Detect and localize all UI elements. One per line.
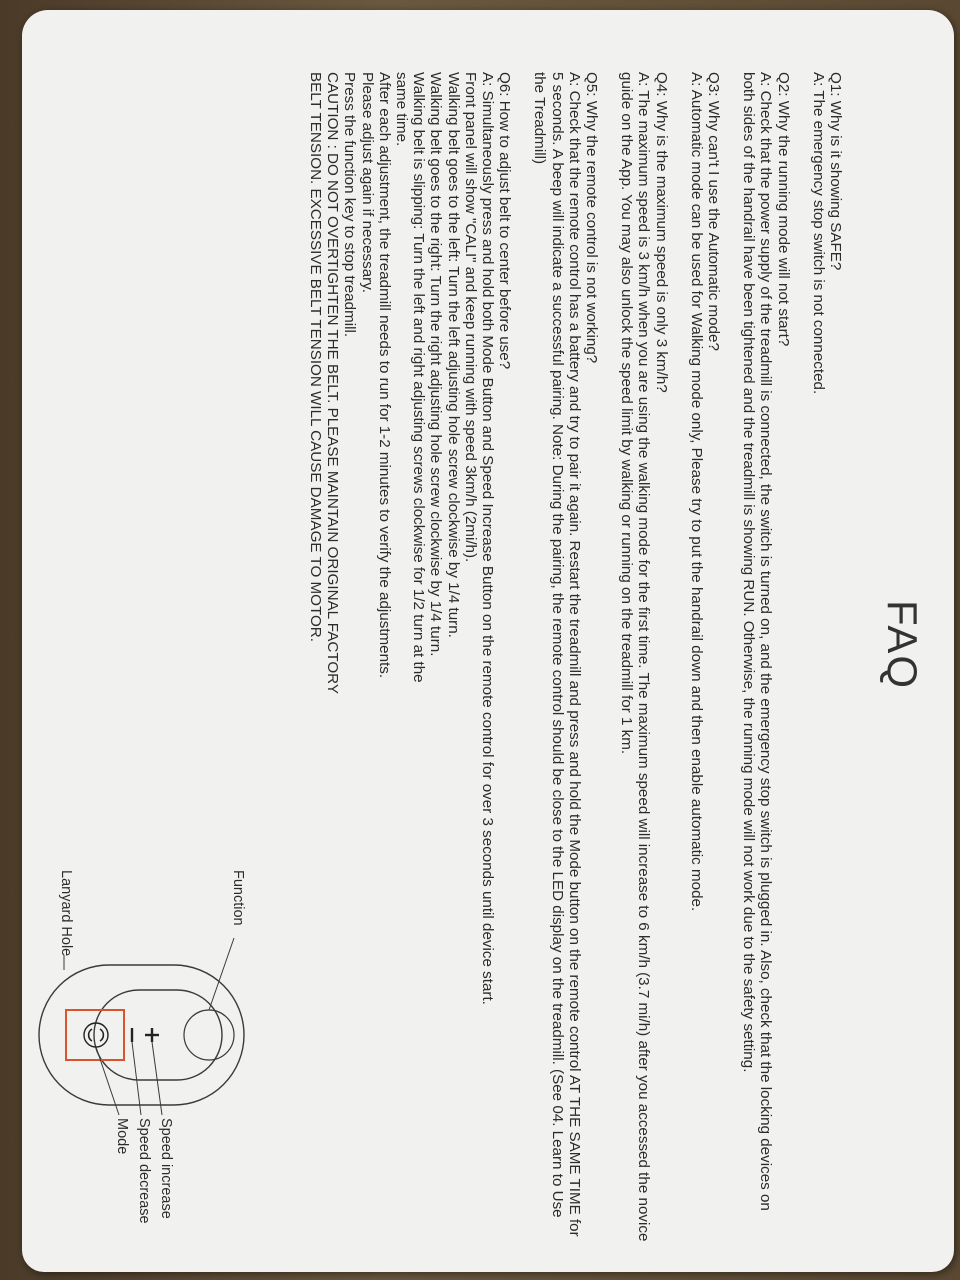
function-button — [184, 1010, 234, 1060]
faq-answer: A: The maximum speed is 3 km/h when you are using the walking mode for the first time. The maximum speed will increase to 6 km/h (3.7 mi/h) after you accessed the novice guide on the App. You may also unlock the speed limit by walking or running on the treadmill for 1 km. — [618, 72, 653, 1242]
faq-body — [289, 72, 844, 1242]
leader-line — [152, 1042, 162, 1115]
faq-answer-line: Walking belt goes to the right: Turn the right adjusting hole screw clockwise by 1/4 turn. — [427, 72, 445, 657]
faq-answer-line: Front panel will show "CALI" and keep running with speed 3km/h (2mi/h). — [461, 72, 479, 563]
refresh-icon — [89, 1029, 92, 1041]
leader-line — [209, 938, 234, 1010]
faq-item-q3 — [688, 72, 722, 1242]
speed-increase-label: Speed increase — [158, 1118, 174, 1219]
mode-icon — [84, 1023, 108, 1047]
faq-answer: A: The emergency stop switch is not connected. — [809, 72, 827, 395]
speed-decrease-label: Speed decrease — [136, 1118, 152, 1224]
function-label: Function — [230, 870, 246, 926]
faq-question: Q3: Why can't I use the Automatic mode? — [704, 72, 722, 351]
faq-question: Q5: Why the remote control is not working? — [582, 72, 600, 364]
faq-answer-line: Please adjust again if necessary. — [358, 72, 376, 293]
remote-outline — [39, 965, 244, 1105]
faq-answer-line: same time. — [392, 72, 410, 147]
leader-line — [132, 1042, 141, 1115]
faq-item-q4 — [618, 72, 670, 1242]
mode-highlight-box — [66, 1010, 124, 1060]
faq-question: Q6: How to adjust belt to center before use? — [496, 72, 514, 370]
faq-item-q6 — [307, 72, 513, 1242]
faq-answer-line: After each adjustment, the treadmill needs to run for 1-2 minutes to verify the adjustments. — [375, 72, 393, 679]
faq-question: Q2: Why the running mode will not start? — [774, 72, 792, 347]
faq-answer-line: Walking belt is slipping: Turn the left and right adjusting screws clockwise for 1/2 turn at the — [410, 72, 428, 683]
page-title: FAQ — [879, 600, 926, 691]
faq-answer-line: Press the function key to stop treadmill. — [341, 72, 359, 338]
faq-question: Q4: Why is the maximum speed is only 3 km/h? — [652, 72, 670, 393]
caution-line: CAUTION : DO NOT OVERTIGHTEN THE BELT. PLEASE MAINTAIN ORIGINAL FACTORY — [324, 72, 342, 694]
refresh-icon — [100, 1029, 103, 1041]
caution-line: BELT TENSION. EXCESSIVE BELT TENSION WILL CAUSE DAMAGE TO MOTOR. — [306, 72, 324, 642]
remote-diagram — [24, 870, 254, 1270]
faq-answer-line: Walking belt goes to the left: Turn the left adjusting hole screw clockwise by 1/4 turn. — [444, 72, 462, 638]
faq-page — [22, 10, 954, 1272]
faq-question: Q1: Why is it showing SAFE? — [827, 72, 844, 271]
faq-card — [22, 10, 954, 1272]
faq-answer: A: Automatic mode can be used for Walking mode only, Please try to put the handrail down and then enable automatic mode. — [687, 72, 705, 912]
mode-label: Mode — [114, 1118, 130, 1155]
faq-item-q1 — [810, 72, 844, 1242]
faq-answer: A: Check that the power supply of the treadmill is connected, the switch is turned on, and the emergency stop switch is plugged in. Also, check that the locking devices on both sides of the handrail have been tightened and the treadmill is showing RUN. Otherwise, the running mode will not work due to the safety setting. — [740, 72, 775, 1211]
lanyard-hole-label: Lanyard Hole — [58, 870, 74, 957]
faq-item-q2 — [740, 72, 792, 1242]
faq-answer: A: Check that the remote control has a battery and try to pair it again. Restart the treadmill and press and hold the Mode button on the remote control AT THE SAME TIME for 5 seconds. A beep will indicate a successful pairing. Note: During the pairing, the remote control should be close to the LED display on the treadmill. (See 04. Learn to Use the Treadmill) — [531, 72, 583, 1237]
faq-item-q5 — [531, 72, 600, 1242]
faq-answer-line: A: Simultaneously press and hold both Mode Button and Speed Increase Button on the remote control for over 3 seconds until device start. — [478, 72, 496, 1005]
